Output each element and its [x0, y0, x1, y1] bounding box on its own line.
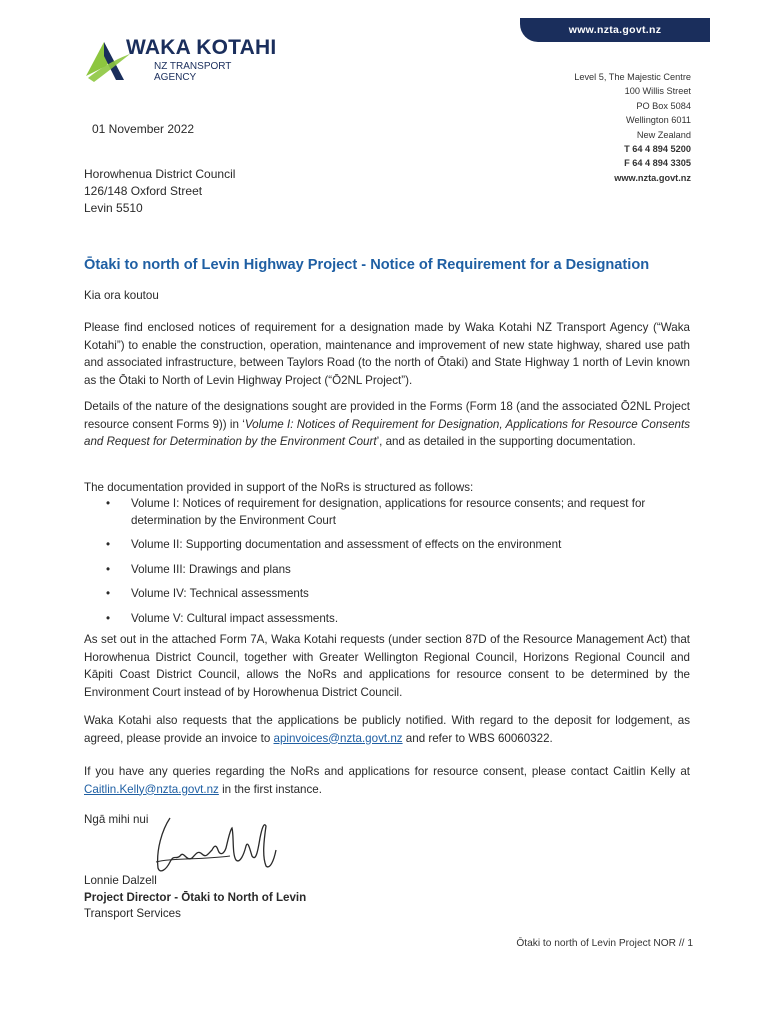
paragraph-details-text: Details of the nature of the designations sought are provided in the Forms (Form 18 (and the associated Ō2NL Project resource consent Forms 9)) in ‘ [84, 400, 690, 431]
list-item: • Volume IV: Technical assessments [84, 586, 690, 603]
paragraph-notification [84, 712, 690, 747]
volume-title-italic: Volume I: Notices of Requirement for Designation, Applications for Resource Consents and Request for Determination by the Environment Court [84, 417, 690, 448]
address-line: New Zealand [636, 129, 691, 140]
letter-date: 01 November 2022 [92, 122, 195, 136]
recipient-line: 126/148 Oxford Street [84, 184, 203, 198]
greeting: Kia ora koutou [84, 289, 159, 302]
closing-salutation: Ngā mihi nui [84, 813, 149, 826]
signer-block [84, 873, 306, 923]
address-phone: T 64 4 894 5200 [624, 144, 691, 155]
website-banner[interactable] [520, 18, 710, 42]
logo-subtitle-line1: NZ TRANSPORT [154, 61, 232, 72]
paragraph-notification-text: Waka Kotahi also requests that the applications be publicly notified. With regard to the deposit for lodgement, as agreed, please provide an invoice to [84, 714, 690, 745]
invoice-email-link[interactable]: apinvoices@nzta.govt.nz [273, 731, 403, 745]
volume-list [84, 496, 690, 635]
page-footer: Ōtaki to north of Levin Project NOR // 1 [516, 938, 693, 949]
address-fax: F 64 4 894 3305 [624, 158, 691, 169]
recipient-line: Horowhenua District Council [84, 167, 236, 181]
paragraph-contact-text: If you have any queries regarding the NoRs and applications for resource consent, please contact Caitlin Kelly at [84, 765, 690, 778]
paragraph-structure: The documentation provided in support of the NoRs is structured as follows: [84, 481, 474, 494]
address-line: 100 Willis Street [624, 86, 691, 97]
address-web-link[interactable]: www.nzta.govt.nz [614, 172, 691, 183]
contact-email-link[interactable]: Caitlin.Kelly@nzta.govt.nz [84, 782, 219, 796]
paragraph-request: As set out in the attached Form 7A, Waka Kotahi requests (under section 87D of the Resource Management Act) that Horowhenua District Council, together with Greater Wellington Regional Council, Horizons Regional Council and Kāpiti Coast District Council, allows the NoRs and applications for resource consent to be determined by the Environment Court instead of by Horowhenua District Council. [84, 633, 690, 699]
paragraph-contact-text-end: in the first instance. [218, 782, 322, 796]
list-item: • Volume I: Notices of requirement for designation, applications for resource consents; and request for determination by the Environment Court [84, 496, 690, 529]
list-item: • Volume III: Drawings and plans [84, 562, 690, 579]
logo-subtitle-line2: AGENCY [154, 72, 197, 83]
signer-title: Project Director - Ōtaki to North of Levin [84, 890, 307, 904]
website-banner-text: www.nzta.govt.nz [568, 24, 662, 36]
logo-name: WAKA KOTAHI [126, 36, 277, 59]
sender-address [574, 70, 691, 185]
address-line: Level 5, The Majestic Centre [574, 72, 691, 82]
list-item: • Volume V: Cultural impact assessments. [84, 611, 690, 628]
paragraph-contact [84, 763, 690, 798]
waka-kotahi-mark-icon [84, 36, 132, 86]
paragraph-intro: Please find enclosed notices of requirement for a designation made by Waka Kotahi NZ Transport Agency (“Waka Kotahi”) to enable the construction, operation, maintenance and improvement of new state highway, shared use path and associated infrastructure, between Taylors Road (to the north of Ōtaki) and State Highway 1 north of Levin known as the Ōtaki to North of Levin Highway Project (“Ō2NL Project”). [84, 321, 690, 387]
recipient-line: Levin 5510 [84, 201, 143, 215]
list-item: • Volume II: Supporting documentation and assessment of effects on the environment [84, 537, 690, 554]
signer-name: Lonnie Dalzell [84, 874, 157, 887]
paragraph-notification-text-end: and refer to WBS 60060322. [402, 731, 553, 745]
recipient-address [84, 166, 235, 217]
paragraph-details [84, 398, 690, 451]
signer-unit: Transport Services [84, 907, 181, 920]
handwritten-signature [140, 810, 290, 880]
waka-kotahi-logo [84, 36, 304, 86]
letter-subject: Ōtaki to north of Levin Highway Project - Notice of Requirement for a Designation [84, 257, 650, 273]
paragraph-details-text-end: ’, and as detailed in the supporting documentation. [376, 435, 636, 448]
address-line: Wellington 6011 [625, 115, 691, 126]
address-line: PO Box 5084 [636, 100, 691, 111]
